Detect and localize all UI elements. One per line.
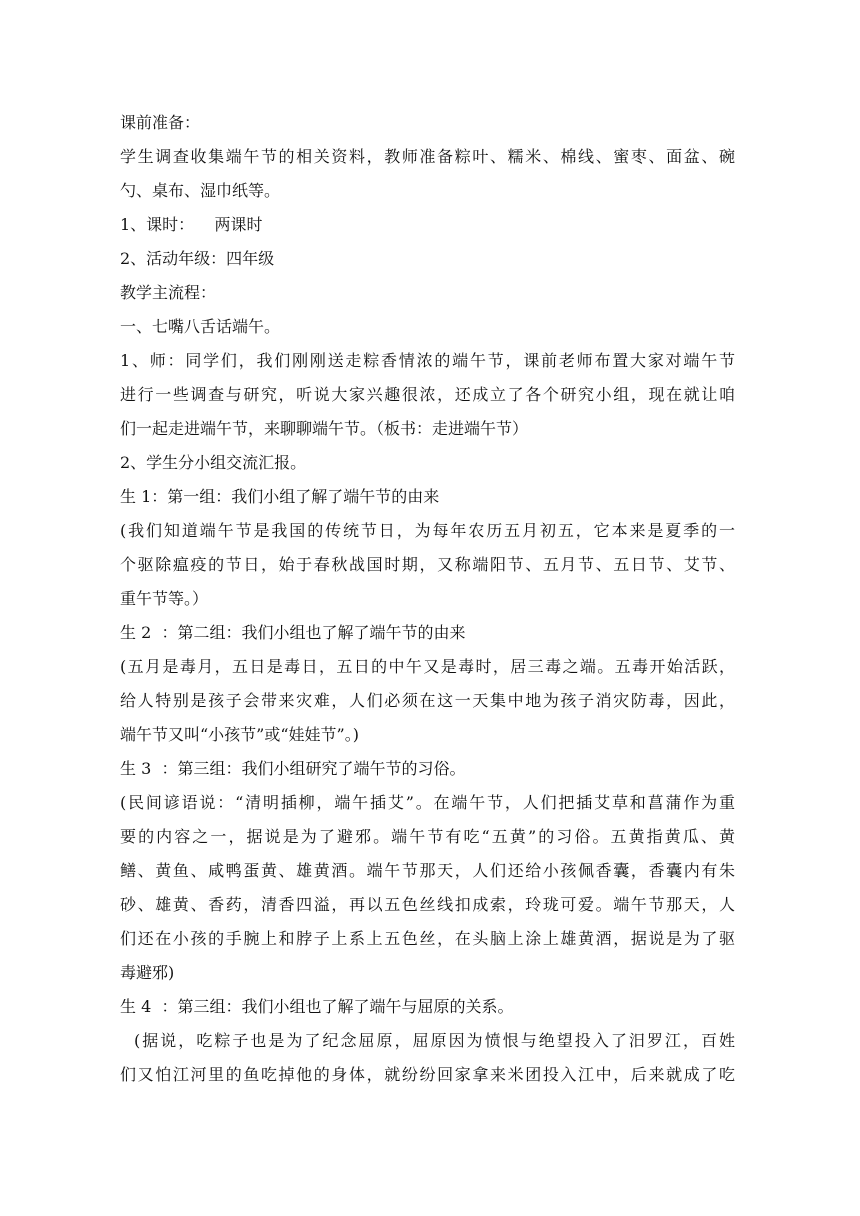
paragraph-line: (我们知道端午节是我国的传统节日，为每年农历五月初五，它本来是夏季的一 [120,521,735,540]
paragraph-line: 们还在小孩的手腕上和脖子上系上五色丝，在头脑上涂上雄黄酒，据说是为了驱 [120,929,735,948]
paragraph-line: 给人特别是孩子会带来灾难，人们必须在这一天集中地为孩子消灾防毒，因此， [120,691,735,710]
paragraph-line: 鳝、黄鱼、咸鸭蛋黄、雄黄酒。端午节那天，人们还给小孩佩香囊，香囊内有朱 [120,861,735,880]
paragraph-line: (民间谚语说：“清明插柳，端午插艾”。在端午节，人们把插艾草和菖蒲作为重 [120,793,735,812]
paragraph-line: 毒避邪) [120,963,175,982]
paragraph-line: 端午节又叫“小孩节”或“娃娃节”。) [120,725,359,744]
student-group-line: 生 4 ：第三组：我们小组也了解了端午与屈原的关系。 [120,997,514,1016]
paragraph-line: 个驱除瘟疫的节日，始于春秋战国时期，又称端阳节、五月节、五日节、艾节、 [120,555,735,574]
paragraph-line: 砂、雄黄、香药，清香四溢，再以五色丝线扣成索，玲珑可爱。端午节那天，人 [120,895,735,914]
paragraph-line: 2、学生分小组交流汇报。 [120,453,307,472]
paragraph-line: 学生调查收集端午节的相关资料，教师准备粽叶、糯米、棉线、蜜枣、面盆、碗 [120,147,735,166]
heading-preparation: 课前准备： [120,113,201,132]
paragraph-line: 们又怕江河里的鱼吃掉他的身体，就纷纷回家拿来米团投入江中，后来就成了吃 [120,1065,735,1084]
heading-main-process: 教学主流程： [120,283,217,302]
paragraph-line: (五月是毒月，五日是毒日，五日的中午又是毒时，居三毒之端。五毒开始活跃， [120,657,735,676]
paragraph-line: 们一起走进端午节，来聊聊端午节。（板书：走进端午节） [120,419,529,438]
paragraph-line: 要的内容之一，据说是为了避邪。端午节有吃“五黄”的习俗。五黄指黄瓜、黄 [120,827,735,846]
paragraph-line: (据说，吃粽子也是为了纪念屈原，屈原因为愤恨与绝望投入了汨罗江，百姓 [134,1031,735,1050]
class-hours-line: 1、课时： 两课时 [120,215,263,234]
student-group-line: 生 2 ：第二组：我们小组也了解了端午节的由来 [120,623,466,642]
paragraph-line: 进行一些调查与研究，听说大家兴趣很浓，还成立了各个研究小组，现在就让咱 [120,385,735,404]
paragraph-line: 勺、桌布、湿巾纸等。 [120,181,281,200]
paragraph-line: 重午节等。） [120,589,209,608]
document-body [120,109,735,1095]
student-group-line: 生 1：第一组：我们小组了解了端午节的由来 [120,487,440,506]
grade-line: 2、活动年级：四年级 [120,249,275,268]
section-heading: 一、七嘴八舌话端午。 [120,317,281,336]
paragraph-line: 1、师：同学们，我们刚刚送走粽香情浓的端午节，课前老师布置大家对端午节 [120,351,735,370]
student-group-line: 生 3 ：第三组：我们小组研究了端午节的习俗。 [120,759,466,778]
